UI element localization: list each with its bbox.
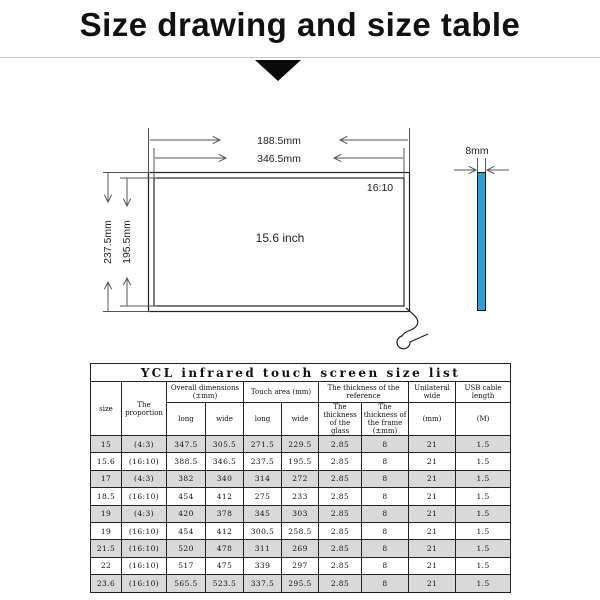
table-cell: 1.5 [456,470,511,487]
table-cell: 21 [409,436,456,453]
table-cell: 2.85 [319,453,362,470]
thickness-label: 8mm [465,145,489,157]
table-cell: 21 [409,540,456,557]
side-view-panel [478,173,486,311]
table-cell: 269 [282,540,319,557]
size-drawing-svg [0,100,600,366]
table-cell: 2.85 [319,540,362,557]
table-cell: 520 [167,540,206,557]
table-cell: 345 [244,505,282,522]
table-cell: 337.5 [244,575,282,592]
diagonal-size-label: 15.6 inch [255,231,305,245]
table-cell: 8 [362,453,409,470]
dim-outer-height-label: 237.5mm [102,220,114,264]
table-cell: 2.85 [319,557,362,574]
table-cell: 339 [244,557,282,574]
table-cell: 2.85 [319,522,362,539]
table-cell: 2.85 [319,575,362,592]
table-cell: (16:10) [122,522,167,539]
table-row [91,575,511,592]
table-row [91,488,511,505]
table-cell: 8 [362,505,409,522]
size-drawing [0,100,600,366]
header-overall-long: long [167,403,206,436]
size-table [90,363,511,593]
aspect-ratio-label: 16:10 [366,182,394,194]
table-cell: 454 [167,488,206,505]
table-cell: 297 [282,557,319,574]
table-cell: 311 [244,540,282,557]
table-cell: (16:10) [122,540,167,557]
dim-inner-width-label: 346.5mm [257,153,301,165]
table-cell: 2.85 [319,470,362,487]
table-cell: 21 [409,557,456,574]
title-divider [0,57,600,58]
table-cell: 21.5 [91,540,122,557]
header-unilateral-unit: (mm) [409,403,456,436]
table-cell: 8 [362,470,409,487]
table-cell: 22 [91,557,122,574]
table-cell: 412 [206,488,244,505]
table-cell: 229.5 [282,436,319,453]
table-cell: 454 [167,522,206,539]
table-cell: 275 [244,488,282,505]
table-cell: 340 [206,470,244,487]
header-touch-long: long [244,403,282,436]
table-cell: 1.5 [456,505,511,522]
dim-inner-height-label: 195.5mm [121,220,133,264]
table-cell: 8 [362,488,409,505]
table-row [91,436,511,453]
table-cell: 295.5 [282,575,319,592]
down-arrow-icon [255,60,301,81]
table-cell: 21 [409,505,456,522]
table-cell: 1.5 [456,575,511,592]
table-cell: 8 [362,522,409,539]
table-cell: 2.85 [319,488,362,505]
header-thickness-group: The thickness of the reference [319,382,409,403]
table-cell: 303 [282,505,319,522]
table-row [91,522,511,539]
table-cell: 1.5 [456,557,511,574]
header-size: size [91,382,122,436]
header-touch-area: Touch area (mm) [244,382,319,403]
table-cell: 8 [362,557,409,574]
table-cell: (16:10) [122,488,167,505]
table-cell: 8 [362,575,409,592]
table-row [91,470,511,487]
header-frame-thickness: The thickness of the frame (±mm) [362,403,409,436]
table-cell: 21 [409,453,456,470]
table-row [91,505,511,522]
table-cell: 272 [282,470,319,487]
table-cell: 1.5 [456,488,511,505]
table-cell: 1.5 [456,540,511,557]
table-cell: 475 [206,557,244,574]
table-cell: (4:3) [122,470,167,487]
table-cell: 195.5 [282,453,319,470]
table-cell: 478 [206,540,244,557]
header-overall-dimensions: Overall dimensions (±mm) [167,382,244,403]
table-cell: 271.5 [244,436,282,453]
table-cell: (4:3) [122,505,167,522]
table-cell: 565.5 [167,575,206,592]
table-cell: 420 [167,505,206,522]
table-cell: 305.5 [206,436,244,453]
table-cell: 19 [91,505,122,522]
table-cell: 17 [91,470,122,487]
table-cell: 15 [91,436,122,453]
table-cell: 412 [206,522,244,539]
table-cell: 21 [409,470,456,487]
table-cell: 8 [362,540,409,557]
table-cell: (16:10) [122,575,167,592]
table-cell: 258.5 [282,522,319,539]
table-cell: 382 [167,470,206,487]
table-cell: 21 [409,488,456,505]
header-proportion: The proportion [122,382,167,436]
table-cell: 1.5 [456,436,511,453]
table-cell: 346.5 [206,453,244,470]
table-row [91,557,511,574]
table-title: YCL infrared touch screen size list [91,364,511,382]
table-row [91,540,511,557]
header-unilateral-wide: Unilateral wide [409,382,456,403]
table-cell: 388.5 [167,453,206,470]
table-cell: 300.5 [244,522,282,539]
usb-cable-drawing [397,308,428,349]
table-cell: 21 [409,575,456,592]
table-cell: 8 [362,436,409,453]
table-cell: 15.6 [91,453,122,470]
table-cell: 19 [91,522,122,539]
table-cell: 23.6 [91,575,122,592]
header-overall-wide: wide [206,403,244,436]
table-cell: 21 [409,522,456,539]
table-cell: 517 [167,557,206,574]
size-table-body [91,436,511,593]
header-usb-cable-length: USB cable length [456,382,511,403]
table-cell: 347.5 [167,436,206,453]
table-cell: 237.5 [244,453,282,470]
header-glass-thickness: The thickness of the glass [319,403,362,436]
table-row [91,453,511,470]
size-table-section [90,363,510,593]
table-cell: 1.5 [456,453,511,470]
table-cell: 523.5 [206,575,244,592]
header-touch-wide: wide [282,403,319,436]
header-usb-unit: (M) [456,403,511,436]
table-cell: 314 [244,470,282,487]
table-cell: 2.85 [319,436,362,453]
table-cell: 378 [206,505,244,522]
table-cell: 2.85 [319,505,362,522]
table-cell: (16:10) [122,453,167,470]
table-cell: (4:3) [122,436,167,453]
dim-top-width-label: 188.5mm [257,135,301,147]
table-cell: 18.5 [91,488,122,505]
table-cell: (16:10) [122,557,167,574]
table-cell: 233 [282,488,319,505]
page-title: Size drawing and size table [79,6,521,43]
table-cell: 1.5 [456,522,511,539]
